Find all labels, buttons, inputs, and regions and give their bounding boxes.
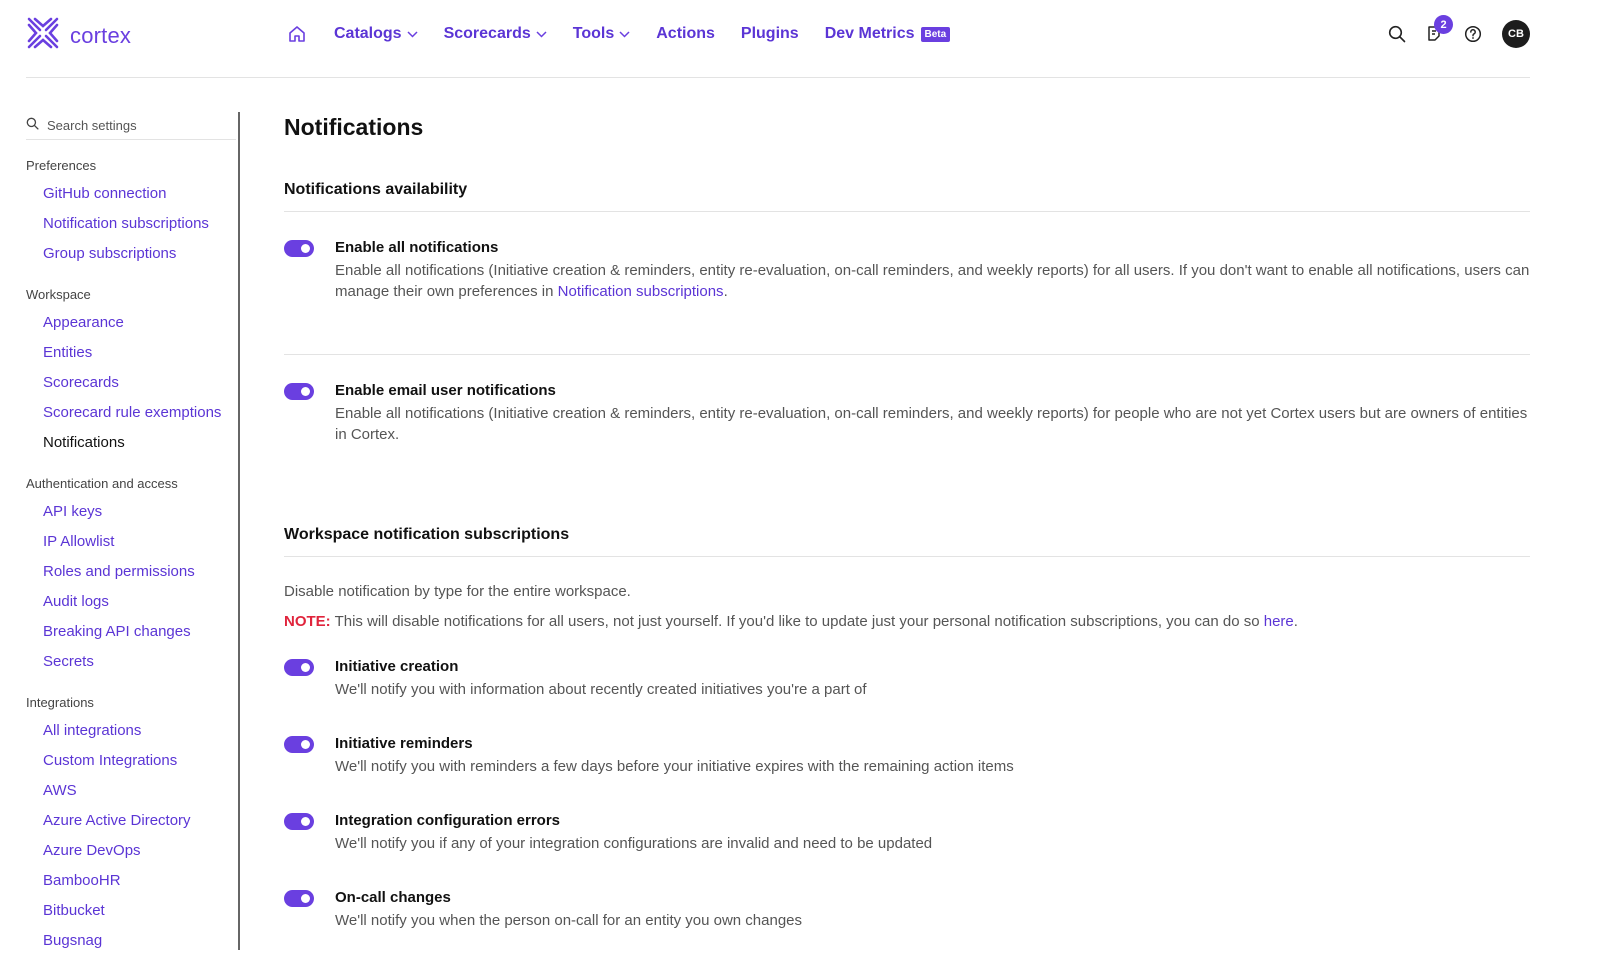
subscription-initiative-creation	[284, 658, 1530, 700]
setting-description: We'll notify you if any of your integration configurations are invalid and need to be updated	[335, 835, 933, 852]
beta-badge: Beta	[921, 27, 951, 42]
enable-all-notifications-toggle[interactable]	[284, 240, 314, 257]
subscription-integration-configuration-errors	[284, 812, 1530, 854]
note-end: .	[1293, 613, 1298, 630]
sidebar-item-azure-devops[interactable]: Azure DevOps	[43, 842, 141, 859]
workspace-subscriptions-note	[284, 611, 1530, 632]
setting-enable-all-notifications	[284, 239, 1530, 302]
top-navigation-bar	[26, 0, 1530, 78]
group-title-preferences: Preferences	[26, 158, 97, 173]
settings-search-input[interactable]	[47, 118, 217, 133]
chevron-down-icon	[407, 31, 418, 38]
sidebar-item-aws[interactable]: AWS	[43, 782, 77, 799]
notification-subscriptions-link[interactable]: Notification subscriptions	[557, 283, 724, 300]
nav-catalogs-label: Catalogs	[334, 25, 402, 42]
setting-text	[335, 812, 932, 854]
settings-sidebar	[26, 112, 240, 950]
setting-text	[335, 382, 1530, 445]
enable-email-user-notifications-toggle[interactable]	[284, 383, 314, 400]
group-title-workspace: Workspace	[26, 287, 91, 302]
sidebar-item-notifications[interactable]: Notifications	[43, 434, 125, 451]
setting-enable-email-user-notifications	[284, 382, 1530, 445]
setting-description: We'll notify you when the person on-call for an entity you own changes	[335, 912, 803, 929]
sidebar-item-scorecards[interactable]: Scorecards	[43, 374, 119, 391]
on-call-changes-toggle[interactable]	[284, 890, 314, 907]
sidebar-item-bitbucket[interactable]: Bitbucket	[43, 902, 105, 919]
integration-configuration-errors-toggle[interactable]	[284, 813, 314, 830]
sidebar-item-bamboohr[interactable]: BambooHR	[43, 872, 121, 889]
cortex-logo-icon	[26, 16, 60, 55]
setting-title: On-call changes	[335, 889, 451, 906]
sidebar-item-entities[interactable]: Entities	[43, 344, 93, 361]
sidebar-item-breaking-api-changes[interactable]: Breaking API changes	[43, 623, 191, 640]
workspace-subscriptions-title: Workspace notification subscriptions	[284, 526, 570, 543]
note-text: This will disable notifications for all users, not just yourself. If you'd like to update just your personal notification subscriptions, you can do so	[330, 613, 1264, 630]
brand-name: cortex	[70, 22, 132, 48]
setting-title: Enable email user notifications	[335, 382, 556, 399]
sidebar-item-roles-permissions[interactable]: Roles and permissions	[43, 563, 195, 580]
nav-scorecards[interactable]	[444, 25, 547, 43]
nav-tools-label: Tools	[572, 25, 615, 42]
note-label: NOTE:	[284, 613, 331, 630]
sidebar-item-scorecard-rule-exemptions[interactable]: Scorecard rule exemptions	[43, 404, 222, 421]
setting-text	[335, 239, 1530, 302]
page-title: Notifications	[284, 114, 424, 140]
brand[interactable]	[26, 16, 131, 55]
setting-text	[335, 889, 802, 931]
availability-section-title: Notifications availability	[284, 181, 468, 198]
setting-text	[335, 735, 1014, 777]
sidebar-item-azure-active-directory[interactable]: Azure Active Directory	[43, 812, 191, 829]
sidebar-item-audit-logs[interactable]: Audit logs	[43, 593, 109, 610]
sidebar-item-bugsnag[interactable]: Bugsnag	[43, 932, 103, 949]
sidebar-item-github-connection[interactable]: GitHub connection	[43, 185, 167, 202]
setting-title: Enable all notifications	[335, 239, 499, 256]
sidebar-item-secrets[interactable]: Secrets	[43, 653, 94, 670]
group-title-authentication: Authentication and access	[26, 476, 178, 491]
user-avatar[interactable]: CB	[1502, 20, 1530, 48]
setting-title: Initiative reminders	[335, 735, 473, 752]
header-tools	[1370, 20, 1530, 48]
search-icon[interactable]	[1386, 23, 1408, 45]
setting-text	[335, 658, 867, 700]
setting-title: Initiative creation	[335, 658, 459, 675]
availability-section-header	[284, 181, 1530, 212]
subscription-on-call-changes	[284, 889, 1530, 931]
notification-count-badge: 2	[1434, 15, 1453, 34]
description-end: .	[723, 283, 728, 300]
sidebar-item-group-subscriptions[interactable]: Group subscriptions	[43, 245, 177, 262]
sidebar-item-all-integrations[interactable]: All integrations	[43, 722, 142, 739]
home-icon[interactable]	[288, 24, 308, 44]
workspace-subscriptions-section-header	[284, 526, 1530, 557]
initiative-reminders-toggle[interactable]	[284, 736, 314, 753]
setting-title: Integration configuration errors	[335, 812, 561, 829]
description-text: Enable all notifications (Initiative creation & reminders, entity re-evaluation, on-call reminders, and weekly reports) for all users. If you don't want to enable all notifications, users can manage their own preferences in	[335, 262, 1530, 300]
nav-scorecards-label: Scorecards	[443, 25, 531, 42]
nav-plugins[interactable]: Plugins	[740, 25, 799, 42]
nav-dev-metrics[interactable]	[825, 25, 951, 43]
divider	[284, 354, 1530, 355]
search-icon	[26, 117, 39, 135]
setting-description: We'll notify you with information about recently created initiatives you're a part of	[335, 681, 867, 698]
notifications-icon[interactable]	[1424, 18, 1447, 45]
chevron-down-icon	[619, 31, 630, 38]
sidebar-item-ip-allowlist[interactable]: IP Allowlist	[43, 533, 115, 550]
sidebar-item-notification-subscriptions[interactable]: Notification subscriptions	[43, 215, 209, 232]
setting-description	[335, 260, 1530, 302]
initiative-creation-toggle[interactable]	[284, 659, 314, 676]
nav-catalogs[interactable]	[334, 25, 418, 43]
main-nav	[288, 22, 976, 46]
setting-description: We'll notify you with reminders a few days before your initiative expires with the remaining action items	[335, 758, 1014, 775]
workspace-subscriptions-intro: Disable notification by type for the entire workspace.	[284, 583, 631, 600]
personal-subscriptions-link[interactable]: here	[1263, 613, 1294, 630]
sidebar-search	[26, 112, 236, 140]
setting-description: Enable all notifications (Initiative creation & reminders, entity re-evaluation, on-call reminders, and weekly reports) for people who are not yet Cortex users but are owners of entities in Cortex.	[335, 405, 1528, 443]
nav-actions[interactable]: Actions	[656, 25, 715, 42]
subscription-initiative-reminders	[284, 735, 1530, 777]
nav-tools[interactable]	[573, 25, 630, 43]
nav-dev-metrics-label: Dev Metrics	[824, 25, 915, 42]
sidebar-item-api-keys[interactable]: API keys	[43, 503, 103, 520]
help-icon[interactable]	[1462, 23, 1484, 45]
chevron-down-icon	[536, 31, 547, 38]
sidebar-item-custom-integrations[interactable]: Custom Integrations	[43, 752, 178, 769]
group-title-integrations: Integrations	[26, 695, 94, 710]
sidebar-item-appearance[interactable]: Appearance	[43, 314, 124, 331]
main-content	[284, 112, 1530, 931]
